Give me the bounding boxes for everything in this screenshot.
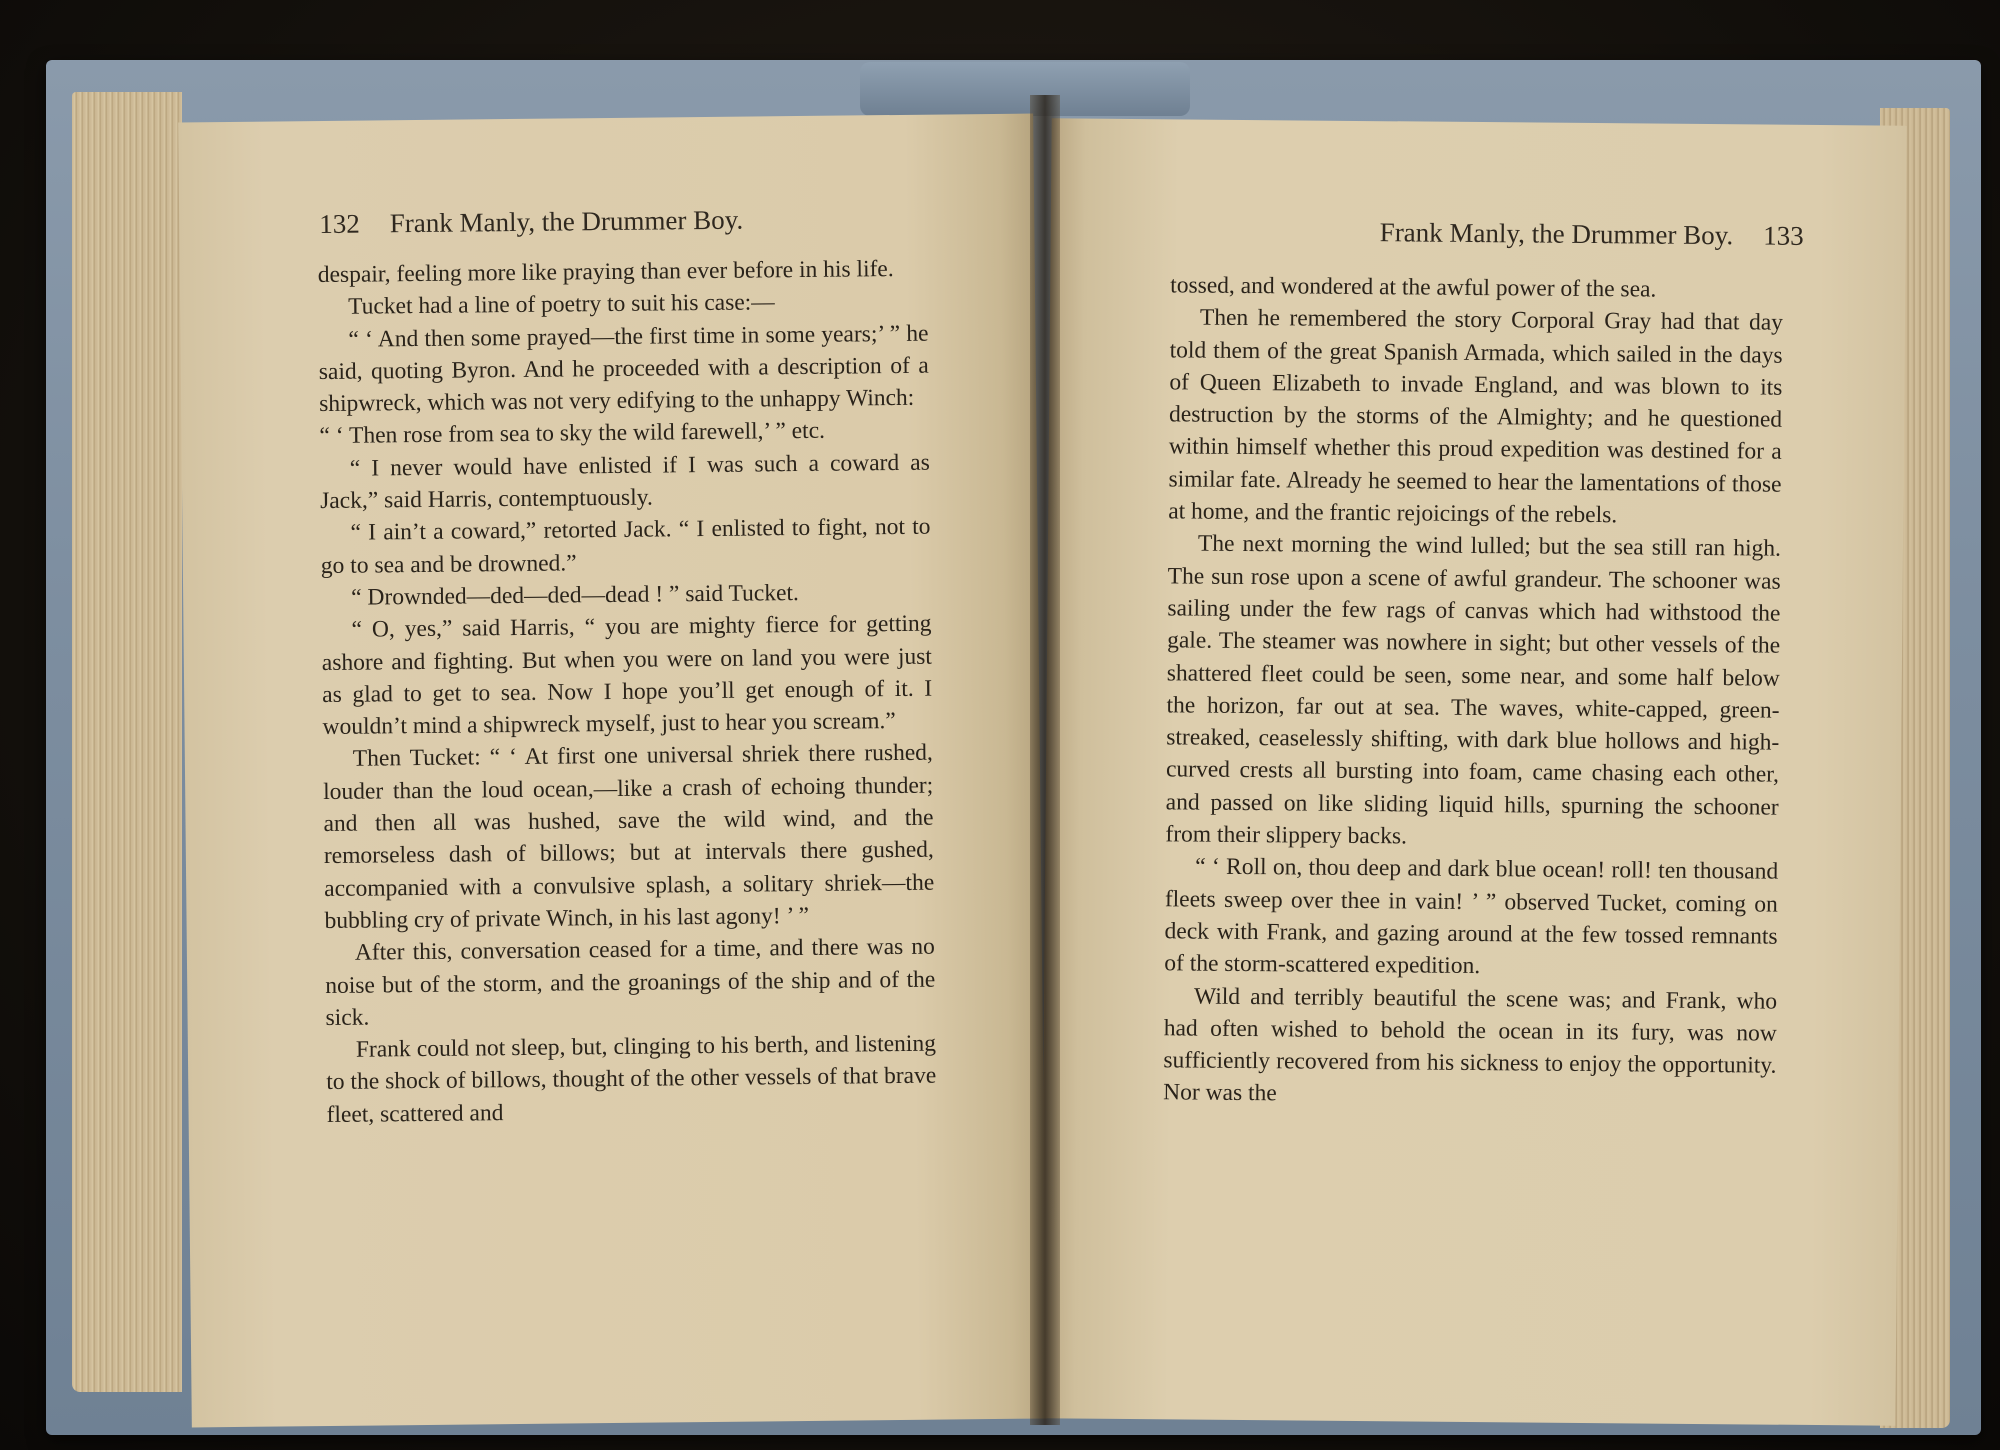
left-running-head [319,205,743,240]
paragraph: despair, feeling more like praying than ever before in his life. [317,256,894,289]
left-running-title: Frank Manly, the Drummer Boy. [389,204,744,239]
paragraph: “ O, yes,” said Harris, “ you are mighty fierce for getting ashore and fighting. But when you were on land you were just as glad to get to sea. Now I hope you’ll get enough of it. I wouldn’t mind a shipwreck myself, just to hear you scream.” [321,610,933,741]
paragraph: After this, conversation ceased for a time, and there was no noise but of the storm, and the groanings of the ship and of the sick. [325,933,936,1031]
left-page-edges [72,92,182,1392]
paragraph: Frank could not sleep, but, clinging to his berth, and listening to the shock of billows, thought of the other vessels of that brave fleet, scattered and [326,1030,937,1128]
paragraph: “ Drownded—ded—ded—dead ! ” said Tucket. [351,580,800,611]
paragraph: Then he remembered the story Corporal Gray had that day told them of the great Spanish Armada, which sailed in the days of Queen Elizabeth to invade England, and was blown to its destruction by the storms of the Almighty; and he questioned within himself whether this proud expedition was destined for a similar fate. Already he seemed to hear the lamentations of those at home, and the frantic rejoicings of the rebels. [1168,304,1784,529]
right-page [1040,118,1906,1425]
book-spine-top [860,62,1190,116]
left-page-number: 132 [319,208,360,240]
paragraph: “ ‘ Then rose from sea to sky the wild farewell,’ ” etc. [319,418,826,450]
paragraph: The next morning the wind lulled; but the sea still ran high. The sun rose upon a scene of awful grandeur. The schooner was sailing under the few rags of canvas which had withstood the gale. The steamer was nowhere in sight; but other vessels of the shattered fleet could be seen, some near, and some half below the horizon, far out at sea. The waves, white-capped, green-streaked, ceaselessly shifting, with dark blue hollows and high-curved crests all bursting into foam, came chasing each other, and passed on like sliding liquid hills, spurning the schooner from their slippery backs. [1165,530,1782,850]
paragraph: “ ‘ And then some prayed—the first time in some years;’ ” he said, quoting Byron. And he proceeded with a description of a shipwreck, which was not very edifying to the unhappy Winch: [318,320,929,418]
paragraph: Then Tucket: “ ‘ At first one universal shriek there rushed, louder than the loud ocean,—like a crash of echoing thunder; and then all was hushed, save the wild wind, and the remorseless dash of billows; but at intervals there gushed, accompanied with a convulsive splash, a solitary shriek—the bubbling cry of private Winch, in his last agony! ’ ” [323,740,935,934]
paragraph: Wild and terribly beautiful the scene was; and Frank, who had often wished to behold the ocean in its fury, was now sufficiently recovered from his sickness to enjoy the opportunity. Nor was the [1163,983,1778,1107]
left-page-text [318,253,937,1131]
paragraph: “ I ain’t a coward,” retorted Jack. “ I enlisted to fight, not to go to sea and be drowned.” [320,514,931,579]
paragraph: tossed, and wondered at the awful power of the sea. [1170,272,1657,303]
left-page [178,114,1047,1428]
paragraph: “ I never would have enlisted if I was such a coward as Jack,” said Harris, contemptuously. [320,449,930,515]
paragraph: “ ‘ Roll on, thou deep and dark blue ocean! roll! ten thousand fleets sweep over thee in vain! ’ ” observed Tucket, coming on deck with Frank, and gazing around at the few tossed remnants of the storm-scattered expedition. [1164,853,1779,980]
paragraph: Tucket had a line of poetry to suit his case:— [347,289,775,321]
right-running-head [1380,217,1804,252]
right-page-text [1163,269,1783,1114]
right-page-number: 133 [1763,220,1804,251]
right-running-title: Frank Manly, the Drummer Boy. [1379,217,1734,251]
book-gutter [1030,95,1060,1425]
